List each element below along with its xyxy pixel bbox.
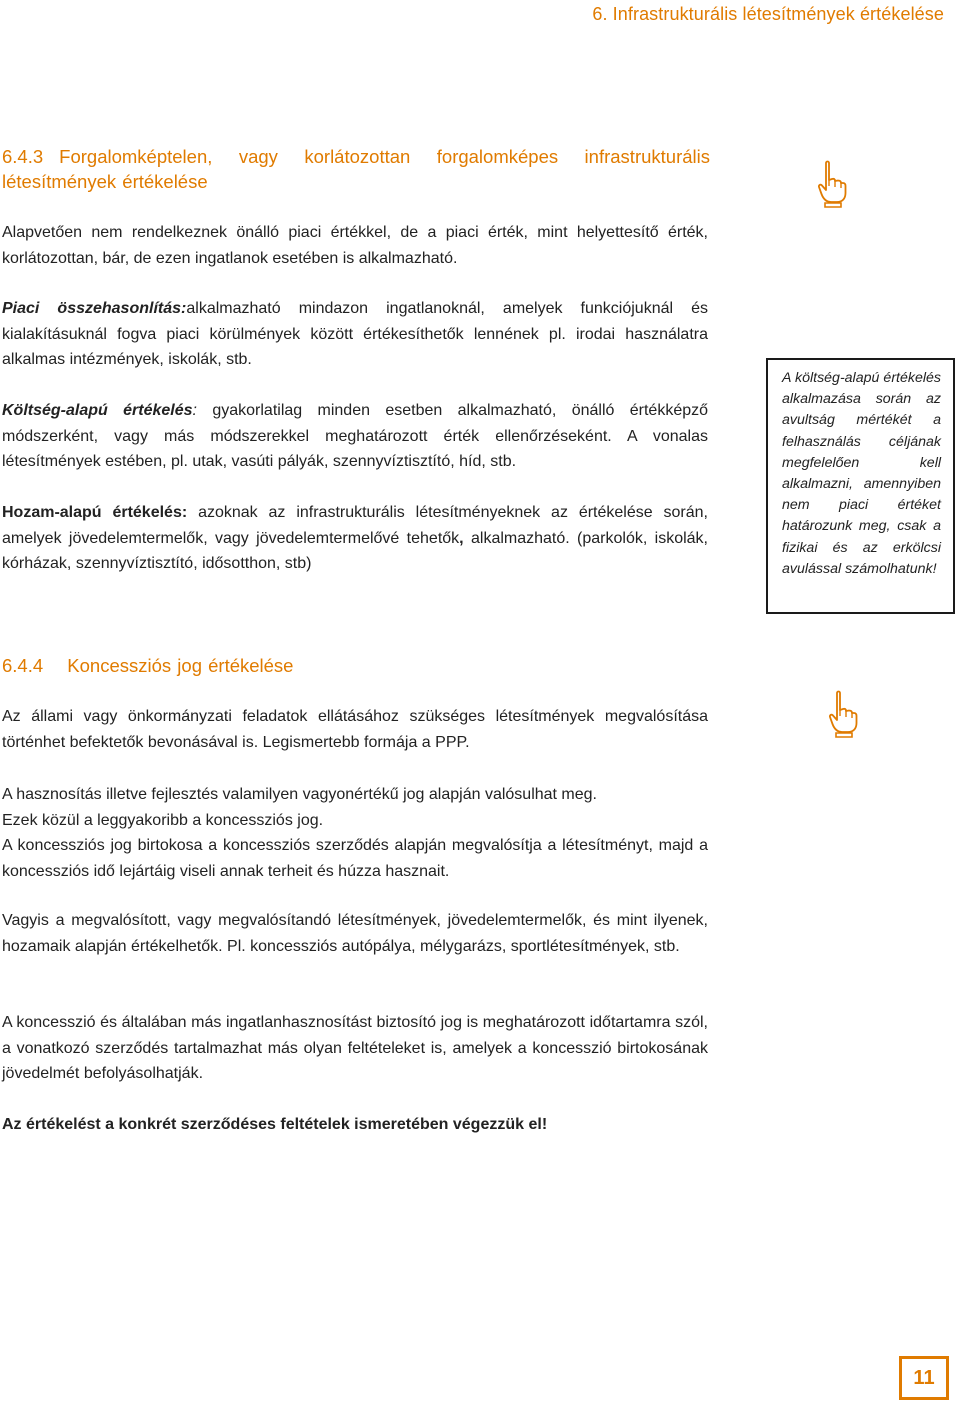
- intro-paragraph: Alapvetően nem rendelkeznek önálló piaci értékkel, de a piaci érték, mint helyettesítő érték, korlátozottan, bár, de ezen ingatlanok esetében is alkalmazható.: [2, 224, 708, 267]
- sidebar-note-text: A költség-alapú értékelés alkalmazása során az avultság mértékét a felhasználás céljának megfelelően kell alkalmazni, amennyiben nem piaci értéket határozunk meg, csak a fizikai és az erkölcsi avulással számolhatunk!: [782, 370, 941, 577]
- income-based-paragraph: [2, 500, 708, 577]
- section-number: 6.4.4: [2, 655, 44, 676]
- market-comparison-text: alkalmazható mindazon ingatlanoknál, amelyek funkciójuknál és kialakításuknál fogva piaci körülmények között értékesíthetők lennének pl. irodai használatra alkalmas intézmények, iskolák, stb.: [2, 300, 709, 368]
- concession-paragraph-2-line2: Ezek közül a leggyakoribb a koncessziós jog.: [2, 811, 324, 829]
- concession-paragraph-3: Vagyis a megvalósított, vagy megvalósítandó létesítmények, jövedelemtermelők, és mint ilyenek, hozamaik alapján értékelhetők. Pl. koncessziós autópálya, mélygarázs, sportlétesítmények, stb.: [2, 912, 708, 955]
- section-title: Koncessziós jog értékelése: [67, 655, 294, 676]
- concession-paragraph-2-line3: A koncessziós jog birtokosa a koncessziós szerződés alapján megvalósítja a létesítményt, majd a koncessziós idő lejártáig viseli annak terheit és húzza hasznait.: [2, 837, 708, 880]
- market-comparison-label: Piaci összehasonlítás:: [2, 300, 187, 317]
- pointing-hand-icon: [828, 690, 858, 738]
- sidebar-note-box: [766, 358, 955, 614]
- concession-paragraph-2: [2, 782, 708, 884]
- section-heading-6-4-4: [2, 653, 293, 678]
- section-title-line1: Forgalomképtelen, vagy korlátozottan forgalomképes infrastrukturális: [59, 146, 710, 167]
- cost-based-text: gyakorlatilag minden esetben alkalmazható, önálló értékképző módszerként, vagy más módszerekkel meghatározott érték ellenőrzéseként. A vonalas létesítmények estében, pl. utak, vasúti pályák, szennyvíztisztító, híd, stb.: [2, 402, 709, 470]
- concession-paragraph-1: Az állami vagy önkormányzati feladatok ellátásához szükséges létesítmények megvalósítása történhet befektetők bevonásával is. Legismertebb formája a PPP.: [2, 708, 708, 751]
- market-comparison-paragraph: [2, 296, 708, 373]
- income-based-comma: ,: [459, 529, 464, 547]
- cost-based-paragraph: [2, 398, 708, 475]
- page-number: 11: [899, 1356, 949, 1400]
- income-based-text-a: azoknak az infrastrukturális létesítményeknek az értékelése során, amelyek jövedelemtermelők, vagy jövedelemtermelővé tehetők: [2, 504, 708, 547]
- section-heading-6-4-3: [2, 144, 710, 194]
- pointing-hand-icon: [817, 160, 847, 208]
- section-title-line2: létesítmények értékelése: [2, 171, 208, 192]
- income-based-text-b: alkalmazható. (parkolók, iskolák, kórházak, szennyvíztisztító, idősotthon, stb): [2, 529, 709, 572]
- income-based-label: Hozam-alapú értékelés:: [2, 504, 188, 521]
- section-number: 6.4.3: [2, 146, 44, 167]
- cost-based-label: Költség-alapú értékelés: [2, 402, 193, 419]
- concession-paragraph-2-line1: A hasznosítás illetve fejlesztés valamilyen vagyonértékű jog alapján valósulhat meg.: [2, 786, 597, 803]
- concession-conclusion: Az értékelést a konkrét szerződéses feltételek ismeretében végezzük el!: [2, 1116, 548, 1133]
- running-header: 6. Infrastrukturális létesítmények értékelése: [592, 4, 944, 24]
- concession-paragraph-4: A koncesszió és általában más ingatlanhasznosítást biztosító jog is meghatározott időtartamra szól, a vonatkozó szerződés tartalmazhat más olyan feltételeket is, amelyek a koncesszió birtokosának jövedelmét befolyásolhatják.: [2, 1014, 708, 1082]
- cost-based-colon: :: [192, 402, 197, 419]
